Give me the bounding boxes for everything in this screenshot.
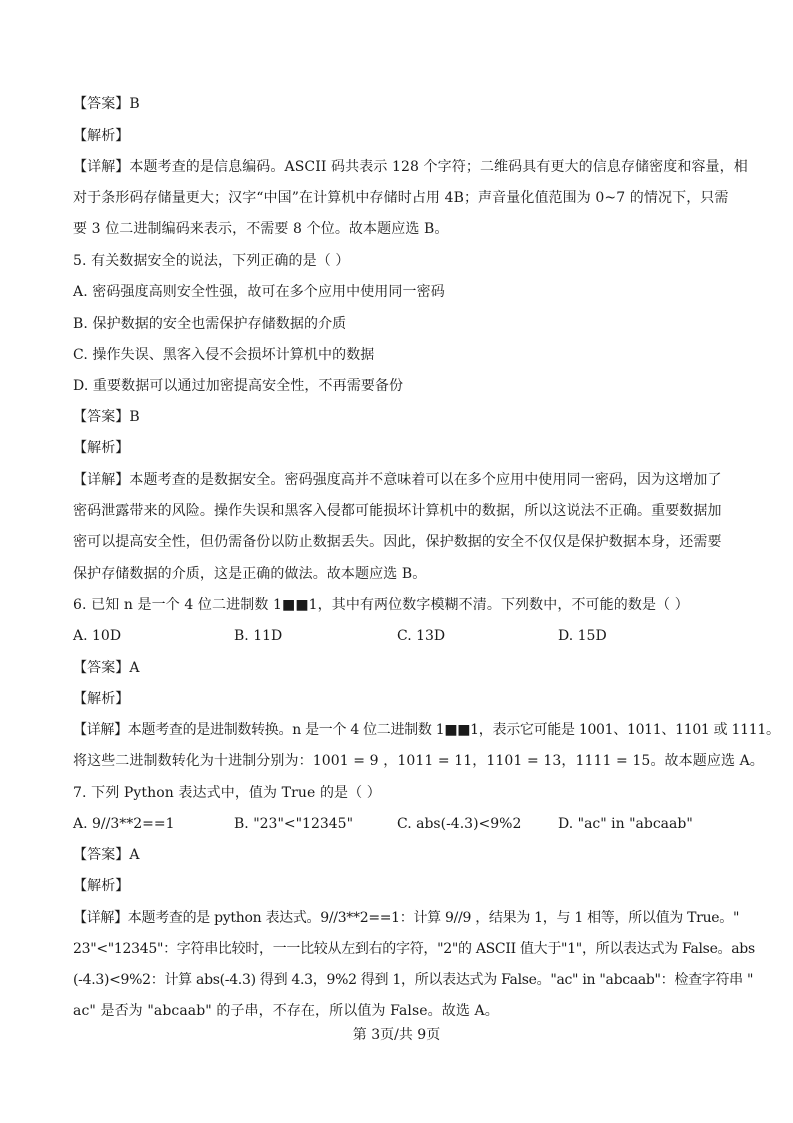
answer-label: 【答案】B	[73, 96, 140, 112]
detail-line: 密可以提高安全性，但仍需备份以防止数据丢失。因此，保护数据的安全不仅仅是保护数据本身，还需要	[73, 534, 722, 550]
option-c: C. 操作失误、黑客入侵不会损坏计算机中的数据	[73, 347, 375, 363]
detail-line: 【详解】本题考查的是信息编码。ASCII 码共表示 128 个字符；二维码具有更大的信息存储密度和容量，相	[73, 159, 748, 175]
detail-line: 【详解】本题考查的是 python 表达式。9//3**2==1：计算 9//9 ，结果为 1，与 1 相等，所以值为 True。"	[73, 910, 740, 926]
analysis-label: 【解析】	[73, 878, 130, 894]
detail-line: 23"<"12345"：字符串比较时，一一比较从左到右的字符，"2"的 ASCII 值大于"1"，所以表达式为 False。abs	[73, 941, 755, 957]
option-d: D. "ac" in "abcaab"	[558, 816, 693, 832]
detail-line: 要 3 位二进制编码来表示，不需要 8 个位。故本题应选 B。	[73, 221, 449, 237]
detail-line: 对于条形码存储量更大；汉字“中国”在计算机中存储时占用 4B；声音量化值范围为 0~7 的情况下，只需	[73, 190, 729, 206]
detail-line: (-4.3)<9%2：计算 abs(-4.3) 得到 4.3，9%2 得到 1，所以表达式为 False。"ac" in "abcaab"：检查字符串 "	[73, 972, 754, 988]
analysis-label: 【解析】	[73, 440, 130, 456]
answer-label: 【答案】A	[73, 660, 140, 676]
analysis-label: 【解析】	[73, 691, 130, 707]
detail-line: ac" 是否为 "abcaab" 的子串，不存在，所以值为 False。故选 A。	[73, 1003, 499, 1019]
option-d: D. 重要数据可以通过加密提高安全性，不再需要备份	[73, 378, 404, 394]
detail-line: 保护存储数据的介质，这是正确的做法。故本题应选 B。	[73, 566, 427, 582]
option-b: B. "23"<"12345"	[234, 816, 354, 832]
option-a: A. 10D	[73, 628, 122, 644]
page-number: 第 3页/共 9页	[352, 1027, 441, 1043]
analysis-label: 【解析】	[73, 128, 130, 144]
option-a: A. 9//3**2==1	[73, 816, 175, 832]
option-c: C. abs(-4.3)<9%2	[397, 816, 522, 832]
answer-label: 【答案】A	[73, 847, 140, 863]
option-c: C. 13D	[397, 628, 446, 644]
detail-line: 将这些二进制数转化为十进制分别为：1001 = 9 ，1011 = 11，1101 = 13，1111 = 15。故本题应选 A。	[73, 753, 764, 769]
option-b: B. 保护数据的安全也需保护存储数据的介质	[73, 316, 347, 332]
option-b: B. 11D	[234, 628, 283, 644]
detail-line: 密码泄露带来的风险。操作失误和黑客入侵都可能损坏计算机中的数据，所以这说法不正确。重要数据加	[73, 503, 722, 519]
option-d: D. 15D	[558, 628, 607, 644]
question-stem: 6. 已知 n 是一个 4 位二进制数 1■■1，其中有两位数字模糊不清。下列数中，不可能的数是（ ）	[73, 597, 689, 613]
answer-label: 【答案】B	[73, 409, 140, 425]
option-a: A. 密码强度高则安全性强，故可在多个应用中使用同一密码	[73, 284, 445, 300]
question-stem: 7. 下列 Python 表达式中，值为 True 的是（ ）	[73, 785, 381, 801]
detail-line: 【详解】本题考查的是进制数转换。n 是一个 4 位二进制数 1■■1，表示它可能是 1001、1011、1101 或 1111。	[73, 722, 780, 738]
question-stem: 5. 有关数据安全的说法，下列正确的是（ ）	[73, 253, 350, 269]
detail-line: 【详解】本题考查的是数据安全。密码强度高并不意味着可以在多个应用中使用同一密码，因为这增加了	[73, 472, 722, 488]
